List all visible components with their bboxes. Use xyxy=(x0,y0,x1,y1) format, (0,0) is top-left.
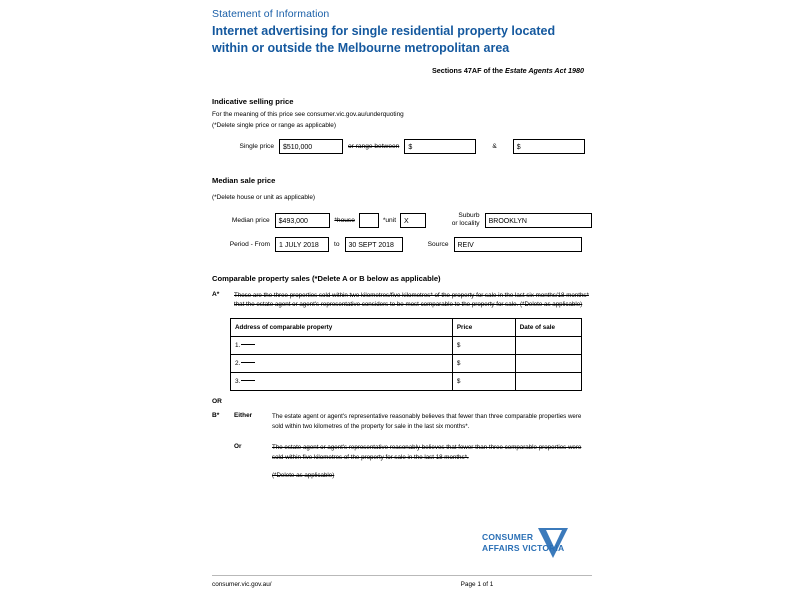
row-rule xyxy=(241,380,255,381)
statement-label: Statement of Information xyxy=(212,8,330,20)
option-b-or-text: The estate agent or agent's representative reasonably believes that fewer than three comparable properties were sold within five kilometres of the property for sale in the last 18 months*. xyxy=(272,444,582,461)
comparable-sales-heading: Comparable property sales (*Delete A or B below as applicable) xyxy=(212,273,441,283)
suburb-label-line2: or locality xyxy=(451,220,480,228)
suburb-label-line1: Suburb xyxy=(458,212,480,220)
single-price-input[interactable]: $510,000 xyxy=(279,139,343,154)
median-note-delete: (*Delete house or unit as applicable) xyxy=(212,193,316,201)
house-label: *house xyxy=(334,216,355,224)
row-price-cell[interactable]: $ xyxy=(452,355,515,373)
or-range-between-label: or range between xyxy=(348,142,400,150)
option-b-key: B* xyxy=(212,412,220,420)
option-b-or-spacer xyxy=(212,443,234,462)
column-header-date: Date of sale xyxy=(515,319,581,337)
median-price-row xyxy=(212,212,592,228)
column-header-address: Address of comparable property xyxy=(231,319,453,337)
page-footer xyxy=(212,575,592,588)
option-b-or-block xyxy=(212,443,592,462)
range-ampersand-label: & xyxy=(492,142,497,150)
row-address-cell[interactable] xyxy=(231,355,453,373)
source-label: Source xyxy=(427,240,449,248)
house-checkbox[interactable] xyxy=(359,213,379,228)
suburb-input[interactable]: BROOKLYN xyxy=(485,213,592,228)
row-rule xyxy=(241,362,255,363)
footer-url: consumer.vic.gov.au/ xyxy=(212,581,272,588)
median-sale-price-heading: Median sale price xyxy=(212,175,276,185)
comparable-sales-table xyxy=(230,318,582,391)
row-number: 2. xyxy=(235,360,241,368)
act-reference-name: Estate Agents Act 1980 xyxy=(505,66,584,76)
act-reference xyxy=(212,66,584,75)
period-to-input[interactable]: 30 SEPT 2018 xyxy=(345,237,403,252)
table-header-row xyxy=(231,319,582,337)
period-label: Period - From xyxy=(229,240,270,248)
period-row xyxy=(212,237,592,252)
consumer-affairs-victoria-logo xyxy=(482,528,592,562)
row-address-cell[interactable] xyxy=(231,337,453,355)
median-price-input[interactable]: $493,000 xyxy=(275,213,331,228)
option-b-either-block xyxy=(212,412,592,431)
logo-line2: AFFAIRS VICTORIA xyxy=(482,542,565,553)
row-address-cell[interactable] xyxy=(231,373,453,391)
option-b-either-label: Either xyxy=(234,412,253,420)
suburb-label xyxy=(426,212,485,228)
single-price-label: Single price xyxy=(239,142,274,150)
row-price-cell[interactable]: $ xyxy=(452,337,515,355)
period-from-input[interactable]: 1 JULY 2018 xyxy=(275,237,329,252)
option-a-text: These are the three properties sold within two kilometres/five kilometres* of the property for sale in the last six months/18 months* that the estate agent or agent's representative considers to be most comparable to the property for sale. (*Delete as applicable) xyxy=(234,291,589,308)
option-b-either-text: The estate agent or agent's representative reasonably believes that fewer than three comparable properties were sold within two kilometres of the property for sale in the last six months*. xyxy=(272,413,582,430)
indicative-price-row xyxy=(212,139,592,154)
row-date-cell[interactable] xyxy=(515,337,581,355)
unit-checkbox[interactable]: X xyxy=(400,213,426,228)
indicative-note-delete: (*Delete single price or range as applicable) xyxy=(212,121,336,129)
indicative-selling-price-heading: Indicative selling price xyxy=(212,97,294,107)
row-price-cell[interactable]: $ xyxy=(452,373,515,391)
range-high-input[interactable]: $ xyxy=(513,139,585,154)
logo-line1: CONSUMER xyxy=(482,532,534,542)
footer-page-number: Page 1 of 1 xyxy=(460,581,494,588)
delete-as-applicable-note: (*Delete as applicable) xyxy=(272,471,335,479)
row-number: 1. xyxy=(235,342,241,350)
table-row xyxy=(231,373,582,391)
table-row xyxy=(231,337,582,355)
row-date-cell[interactable] xyxy=(515,355,581,373)
option-a-key: A* xyxy=(212,290,220,298)
option-b-or-label: Or xyxy=(234,443,242,451)
range-low-input[interactable]: $ xyxy=(404,139,476,154)
median-price-label: Median price xyxy=(231,216,270,224)
page-title: Internet advertising for single residential property located within or outside the Melbourne metropolitan area xyxy=(212,24,556,55)
row-date-cell[interactable] xyxy=(515,373,581,391)
period-to-label: to xyxy=(334,240,340,248)
table-row xyxy=(231,355,582,373)
statement-of-information-form xyxy=(212,0,592,600)
indicative-note-meaning: For the meaning of this price see consumer.vic.gov.au/underquoting xyxy=(212,111,404,119)
unit-label: *unit xyxy=(382,216,397,224)
column-header-price: Price xyxy=(452,319,515,337)
or-separator: OR xyxy=(212,398,222,406)
act-reference-prefix: Sections 47AF of the xyxy=(431,66,506,76)
logo-inner-triangle-icon xyxy=(546,530,562,547)
row-rule xyxy=(241,344,255,345)
source-input[interactable]: REIV xyxy=(454,237,582,252)
option-a-block xyxy=(212,291,592,310)
row-number: 3. xyxy=(235,378,241,386)
